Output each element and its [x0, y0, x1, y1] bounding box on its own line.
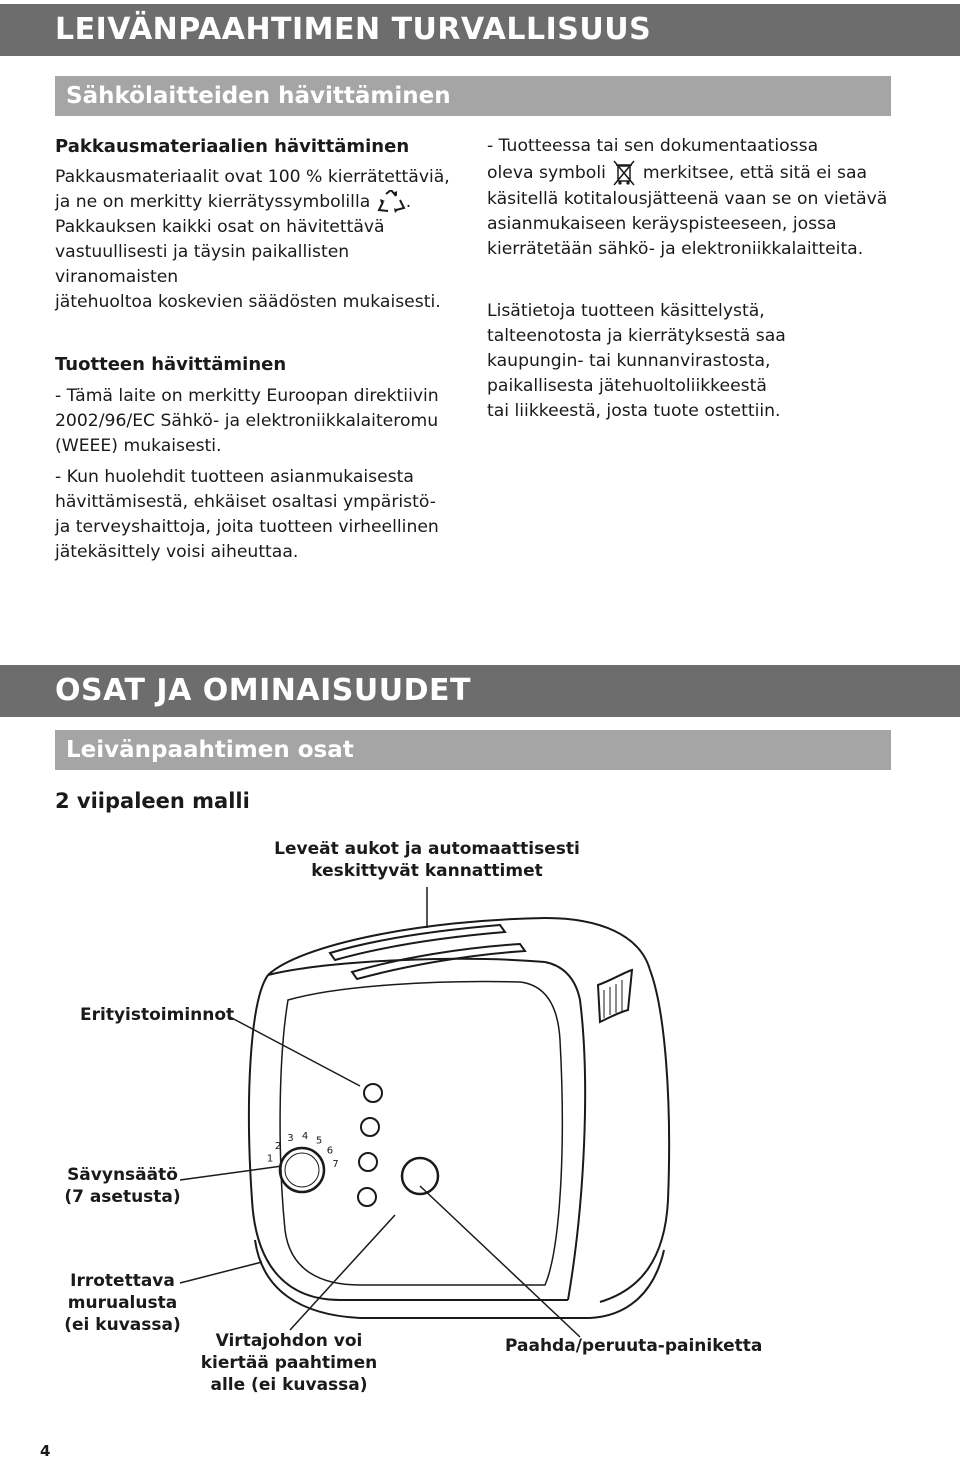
label-shade-control — [60, 1164, 185, 1208]
text-line: merkitsee, että sitä ei saa — [642, 163, 868, 183]
shade-dial — [280, 1148, 324, 1192]
text-line: ja terveyshaittoja, joita tuotteen virheellinen — [55, 517, 439, 537]
text-line: . — [405, 192, 412, 212]
dial-number: 5 — [315, 1135, 323, 1147]
label-line: murualusta — [67, 1293, 178, 1313]
text-line: talteenotosta ja kierrätyksestä saa — [487, 326, 786, 346]
toaster-base — [255, 1240, 664, 1318]
text-line: (WEEE) mukaisesti. — [55, 436, 222, 456]
text-line: Lisätietoja tuotteen käsittelystä, — [487, 301, 765, 321]
text-line: kaupungin- tai kunnanvirastosta, — [487, 351, 771, 371]
toast-cancel-button — [402, 1158, 438, 1194]
text-line: käsitellä kotitalousjätteenä vaan se on vietävä — [487, 189, 888, 209]
heading-product-disposal: Tuotteen hävittäminen — [55, 354, 287, 375]
dial-number: 2 — [274, 1141, 282, 1152]
model-heading: 2 viipaleen malli — [55, 789, 250, 813]
toaster-front-right-edge — [545, 962, 585, 1300]
text-line: - Tuotteessa tai sen dokumentaatiossa — [487, 136, 819, 156]
label-crumb-tray — [60, 1270, 185, 1336]
dial-number: 6 — [326, 1145, 334, 1157]
text-line: - Tämä laite on merkitty Euroopan direktiivin — [55, 386, 439, 406]
dial-number: 3 — [287, 1133, 294, 1145]
leader-tray — [180, 1262, 262, 1283]
dial-number: 1 — [266, 1153, 274, 1165]
leader-toast — [420, 1186, 580, 1337]
function-button-4 — [358, 1188, 376, 1206]
section-title-parts: OSAT JA OMINAISUUDET — [0, 665, 960, 717]
shade-dial-inner — [285, 1153, 319, 1187]
label-line: Leveät aukot ja automaattisesti — [274, 839, 580, 859]
function-button-1 — [364, 1084, 382, 1102]
lever-slot — [598, 970, 632, 1022]
function-button-2 — [361, 1118, 379, 1136]
page-number: 4 — [40, 1442, 51, 1460]
function-button-3 — [359, 1153, 377, 1171]
label-cord-storage — [200, 1330, 378, 1396]
text-line: ja ne on merkitty kierrätyssymbolilla — [55, 192, 371, 212]
label-toast-cancel: Paahda/peruuta-painiketta — [505, 1336, 763, 1356]
label-line: Sävynsäätö — [67, 1165, 178, 1185]
label-line: Virtajohdon voi — [215, 1331, 363, 1351]
text-line: paikallisesta jätehuoltoliikkeestä — [487, 376, 767, 396]
text-line: vastuullisesti ja täysin paikallisten viranomaisten — [55, 242, 350, 287]
leader-special — [228, 1016, 360, 1086]
toaster-front-left-edge — [249, 975, 568, 1300]
section-subtitle-toaster-parts: Leivänpaahtimen osat — [55, 730, 891, 770]
text-line: asianmukaiseen keräyspisteeseen, jossa — [487, 214, 837, 234]
label-line: keskittyvät kannattimet — [311, 861, 543, 881]
text-line: oleva symboli — [487, 163, 606, 183]
text-line: kierrätetään sähkö- ja elektroniikkalaitteita. — [487, 239, 864, 259]
dial-number: 7 — [332, 1159, 339, 1171]
toaster-right-side — [600, 970, 669, 1302]
label-line: Irrotettava — [70, 1271, 175, 1291]
dial-number-group — [267, 1131, 339, 1170]
leader-shade — [180, 1166, 282, 1180]
label-slots — [262, 838, 592, 882]
text-line: hävittämisestä, ehkäiset osaltasi ympäristö- — [55, 492, 436, 512]
label-line: alle (ei kuvassa) — [210, 1375, 368, 1395]
label-special-functions: Erityistoiminnot — [80, 1005, 235, 1025]
dial-number: 4 — [301, 1131, 309, 1143]
text-line: - Kun huolehdit tuotteen asianmukaisesta — [55, 467, 414, 487]
text-line: jätekäsittely voisi aiheuttaa. — [55, 542, 299, 562]
section-title-safety: LEIVÄNPAAHTIMEN TURVALLISUUS — [0, 4, 960, 56]
front-panel — [280, 982, 562, 1285]
section-subtitle-disposal: Sähkölaitteiden hävittäminen — [55, 76, 891, 116]
text-line: jätehuoltoa koskevien säädösten mukaisesti. — [55, 292, 441, 312]
label-line: (7 asetusta) — [64, 1187, 181, 1207]
heading-packaging-disposal: Pakkausmateriaalien hävittäminen — [55, 136, 410, 157]
text-line: Pakkauksen kaikki osat on hävitettävä — [55, 217, 385, 237]
leader-cord — [290, 1215, 395, 1330]
text-line: tai liikkeestä, josta tuote ostettiin. — [487, 401, 781, 421]
text-line: 2002/96/EC Sähkö- ja elektroniikkalaiteromu — [55, 411, 439, 431]
text-line: Pakkausmateriaalit ovat 100 % kierrätettäviä, — [55, 167, 450, 187]
label-line: (ei kuvassa) — [64, 1315, 181, 1335]
label-line: kiertää paahtimen — [200, 1353, 378, 1373]
